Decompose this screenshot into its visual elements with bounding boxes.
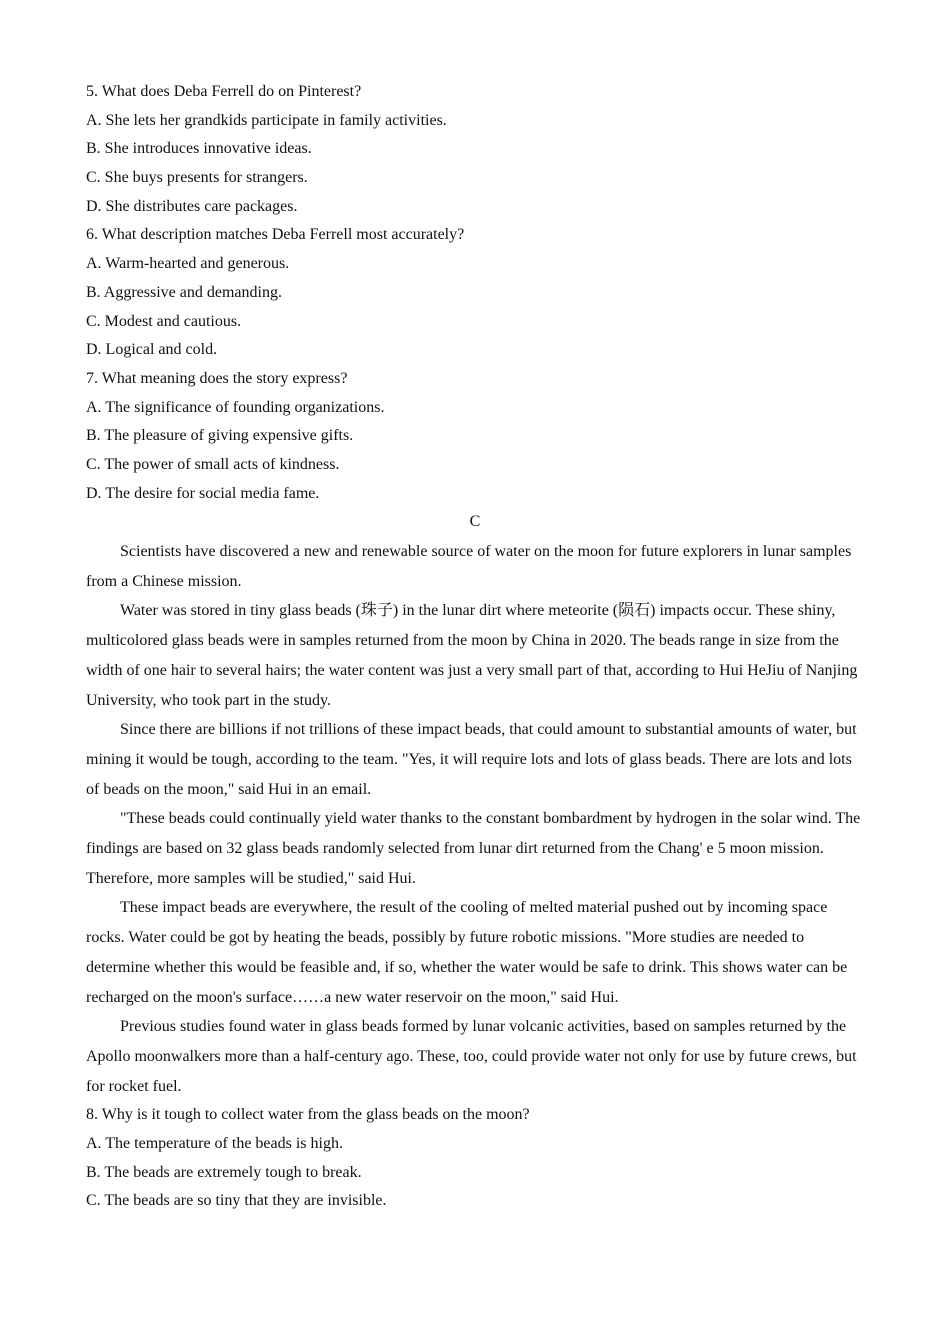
question-6-option-a: A. Warm-hearted and generous.: [86, 255, 290, 273]
passage-paragraph-1: Scientists have discovered a new and renewable source of water on the moon for future explorers in lunar samples from a Chinese mission.: [86, 543, 852, 590]
passage-paragraph-2: Water was stored in tiny glass beads (珠子) in the lunar dirt where meteorite (陨石) impacts occur. These shiny, multicolored glass beads were in samples returned from the moon by China in 2020. The beads range in size from the width of one hair to several hairs; the water content was just a very small part of that, according to Hui HeJiu of Nanjing University, who took part in the study.: [86, 602, 858, 709]
question-7-option-b: B. The pleasure of giving expensive gifts.: [86, 427, 354, 445]
question-5-option-a: A. She lets her grandkids participate in family activities.: [86, 111, 447, 129]
passage-paragraph-5: These impact beads are everywhere, the result of the cooling of melted material pushed out by incoming space rocks. Water could be got by heating the beads, possibly by future robotic missions. "More studies are needed to determine whether this would be feasible and, if so, whether the water would be safe to drink. This shows water can be recharged on the moon's surface……a new water reservoir on the moon," said Hui.: [86, 899, 848, 1006]
question-7-option-c: C. The power of small acts of kindness.: [86, 455, 340, 473]
question-6-stem: 6. What description matches Deba Ferrell most accurately?: [86, 226, 465, 244]
document-page: [86, 78, 864, 1216]
section-heading: C: [469, 513, 481, 531]
question-7-option-a: A. The significance of founding organizations.: [86, 398, 385, 416]
question-5-option-d: D. She distributes care packages.: [86, 197, 298, 215]
passage-paragraph-4: "These beads could continually yield water thanks to the constant bombardment by hydrogen in the solar wind. The findings are based on 32 glass beads randomly selected from lunar dirt returned from the Chang' e 5 moon mission. Therefore, more samples will be studied," said Hui.: [86, 810, 861, 887]
question-6-option-b: B. Aggressive and demanding.: [86, 283, 282, 301]
question-7-option-d: D. The desire for social media fame.: [86, 484, 320, 502]
question-5-option-c: C. She buys presents for strangers.: [86, 169, 308, 187]
question-6-option-c: C. Modest and cautious.: [86, 312, 242, 330]
question-7-stem: 7. What meaning does the story express?: [86, 369, 348, 387]
question-8-stem: 8. Why is it tough to collect water from the glass beads on the moon?: [86, 1106, 530, 1124]
question-8-option-a: A. The temperature of the beads is high.: [86, 1135, 343, 1153]
question-5-option-b: B. She introduces innovative ideas.: [86, 140, 312, 158]
question-8-option-c: C. The beads are so tiny that they are invisible.: [86, 1192, 387, 1210]
question-8-option-b: B. The beads are extremely tough to break.: [86, 1163, 362, 1181]
passage-paragraph-3: Since there are billions if not trillions of these impact beads, that could amount to substantial amounts of water, but mining it would be tough, according to the team. "Yes, it will require lots and lots of glass beads. There are lots and lots of beads on the moon," said Hui in an email.: [86, 721, 857, 798]
passage-paragraph-6: Previous studies found water in glass beads formed by lunar volcanic activities, based on samples returned by the Apollo moonwalkers more than a half-century ago. These, too, could provide water not only for use by future crews, but for rocket fuel.: [86, 1018, 857, 1095]
question-6-option-d: D. Logical and cold.: [86, 341, 218, 359]
question-5-stem: 5. What does Deba Ferrell do on Pinterest?: [86, 83, 362, 100]
